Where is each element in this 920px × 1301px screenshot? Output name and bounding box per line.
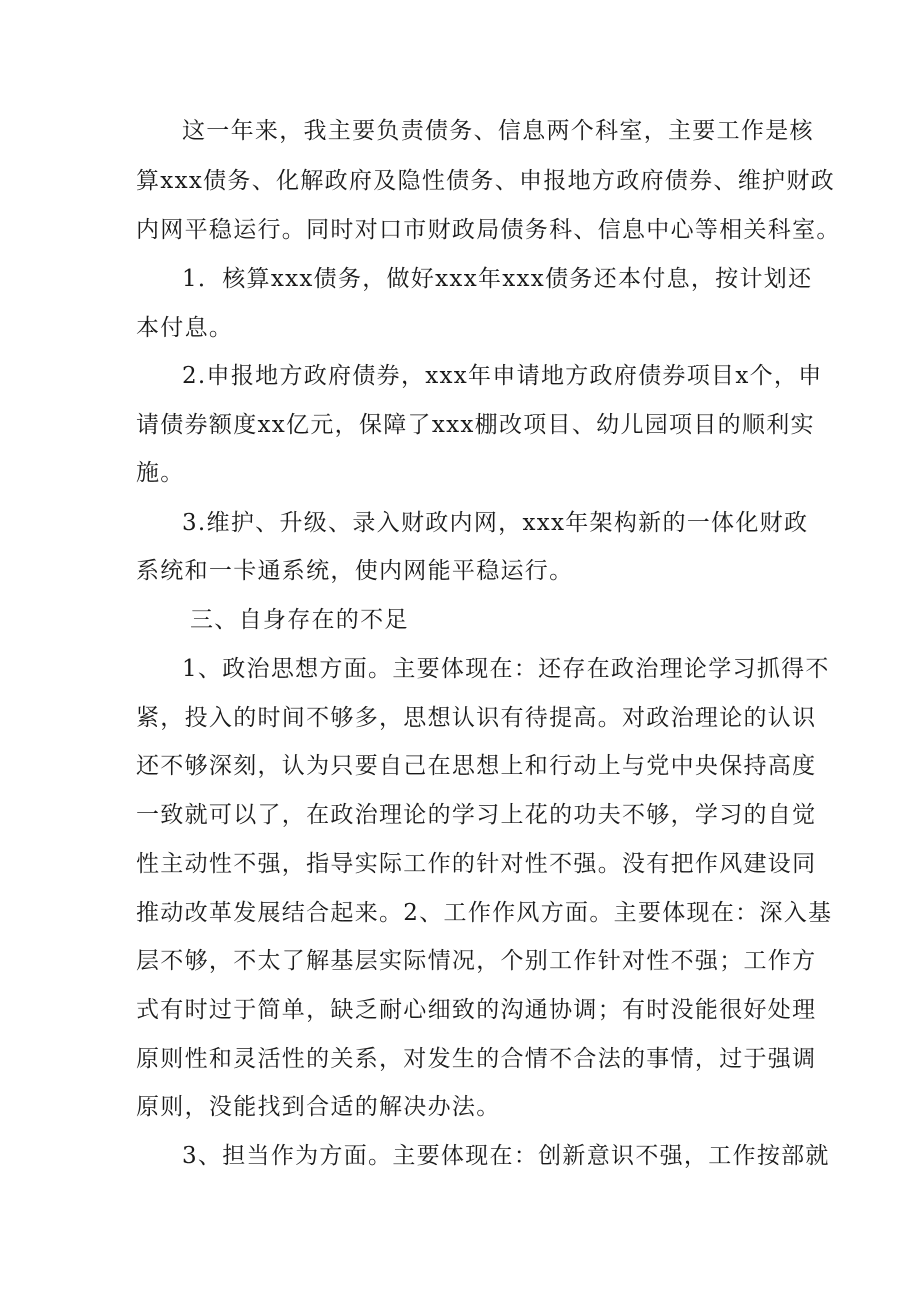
paragraph-1-line-1: 这一年来，我主要负责债务、信息两个科室，主要工作是核	[182, 118, 814, 144]
paragraph-3-line-1: 3、担当作为方面。主要体现在：创新意识不强，工作按部就	[182, 1143, 830, 1169]
paragraph-1-line-3: 内网平稳运行。同时对口市财政局债务科、信息中心等相关科室。	[136, 217, 841, 243]
paragraph-2-line-4: 一致就可以了，在政治理论的学习上花的功夫不够，学习的自觉	[136, 802, 817, 828]
section-heading: 三、自身存在的不足	[190, 607, 409, 633]
item-3-line-2: 系统和一卡通系统，使内网能平稳运行。	[136, 558, 574, 584]
item-2-line-1: 2.申报地方政府债券，xxx年申请地方政府债券项目x个，申	[182, 363, 823, 389]
paragraph-1-line-2: 算xxx债务、化解政府及隐性债务、申报地方政府债券、维护财政	[136, 168, 835, 194]
item-1-line-1: 1．核算xxx债务，做好xxx年xxx债务还本付息，按计划还	[182, 266, 813, 292]
paragraph-2-line-1: 1、政治思想方面。主要体现在：还存在政治理论学习抓得不	[182, 656, 830, 682]
paragraph-2-line-8: 式有时过于简单，缺乏耐心细致的沟通协调；有时没能很好处理	[136, 997, 817, 1023]
item-1-line-2: 本付息。	[136, 315, 234, 341]
item-2-line-3: 施。	[136, 460, 185, 486]
paragraph-2-line-2: 紧，投入的时间不够多，思想认识有待提高。对政治理论的认识	[136, 705, 817, 731]
paragraph-2-line-9: 原则性和灵活性的关系，对发生的合情不合法的事情，过于强调	[136, 1046, 817, 1072]
paragraph-2-line-3: 还不够深刻，认为只要自己在思想上和行动上与党中央保持高度	[136, 753, 817, 779]
paragraph-2-line-7: 层不够，不太了解基层实际情况，个别工作针对性不强；工作方	[136, 948, 817, 974]
item-2-line-2: 请债券额度xx亿元，保障了xxx棚改项目、幼儿园项目的顺利实	[136, 412, 815, 438]
item-3-line-1: 3.维护、升级、录入财政内网，xxx年架构新的一体化财政	[182, 510, 809, 536]
paragraph-2-line-6: 推动改革发展结合起来。2、工作作风方面。主要体现在：深入基	[136, 900, 833, 926]
paragraph-2-line-5: 性主动性不强，指导实际工作的针对性不强。没有把作风建设同	[136, 851, 817, 877]
paragraph-2-line-10: 原则，没能找到合适的解决办法。	[136, 1094, 501, 1120]
